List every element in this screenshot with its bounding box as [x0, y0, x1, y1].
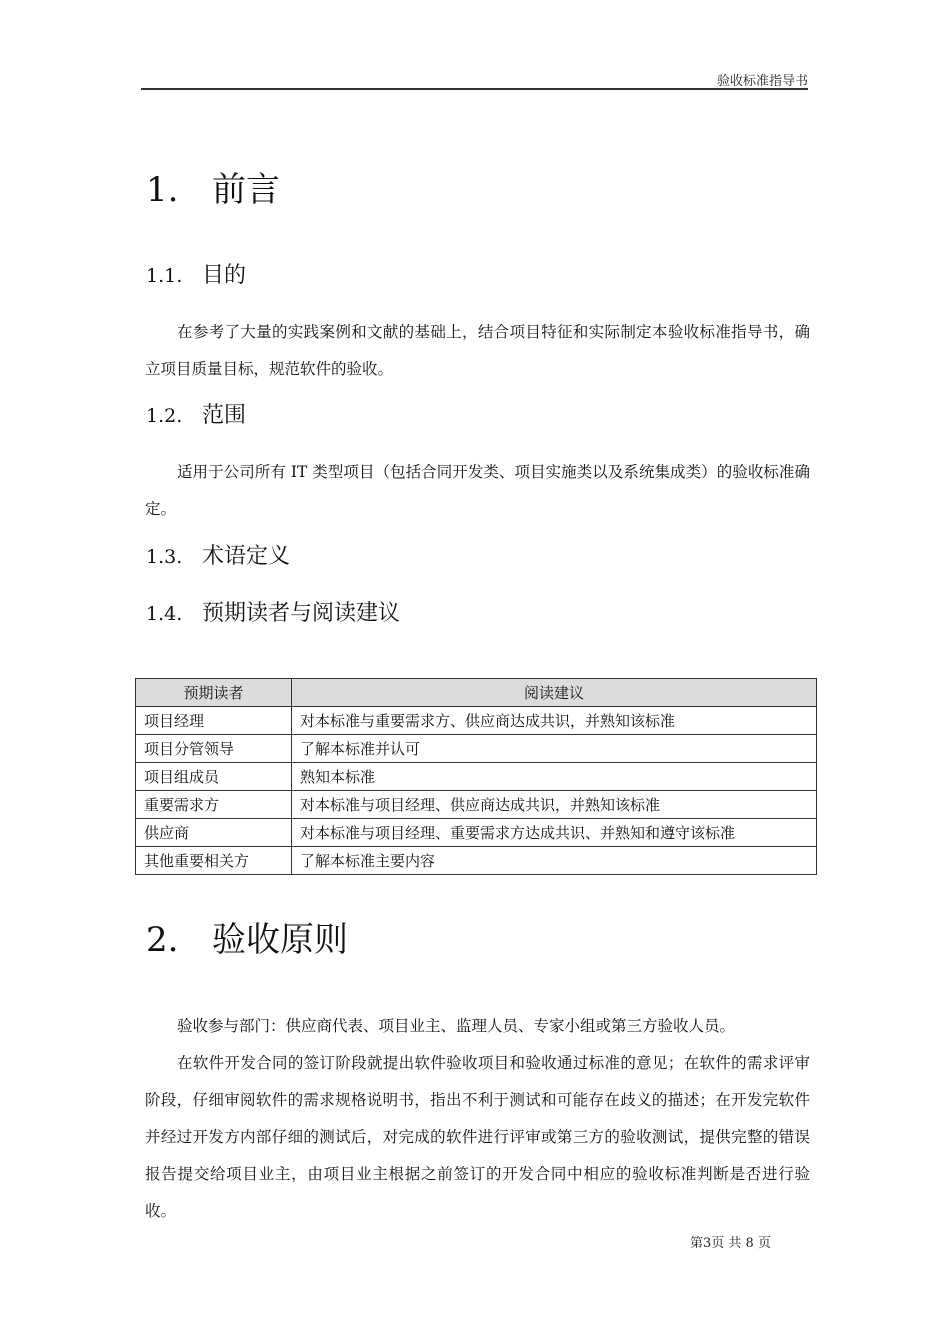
principle-paragraph-2: 在软件开发合同的签订阶段就提出软件验收项目和验收通过标准的意见；在软件的需求评审阶段，仔细审阅软件的需求规格说明书，指出不利于测试和可能存在歧义的描述；在开发完软件并经过开发方内部仔细的测试后，对完成的软件进行评审或第三方的验收测试，提供完整的错误报告提交给项目业主，由项目业主根据之前签订的开发合同中相应的验收标准判断是否进行验收。 [145, 1054, 810, 1220]
table-header-row [136, 679, 817, 707]
table-row [136, 847, 817, 875]
readers-table [135, 678, 817, 875]
section-1-1-heading [146, 262, 246, 290]
header-title: 验收标准指导书 [716, 74, 808, 89]
purpose-paragraph: 在参考了大量的实践案例和文献的基础上，结合项目特征和实际制定本验收标准指导书，确立项目质量目标，规范软件的验收。 [145, 323, 810, 378]
table-row [136, 707, 817, 735]
page-number: 第3页 共 8 页 [690, 1236, 771, 1251]
section-title: 验收原则 [212, 920, 348, 960]
header-rule [141, 88, 808, 90]
column-header-reader: 预期读者 [136, 679, 292, 707]
section-1-4-heading [146, 600, 400, 628]
advice-cell: 了解本标准并认可 [292, 735, 817, 763]
section-number: 1. [146, 170, 179, 210]
section-title: 预期读者与阅读建议 [202, 601, 401, 626]
section-title: 前言 [212, 170, 280, 210]
section-number: 2. [146, 920, 179, 960]
section-1-3-heading [146, 543, 290, 571]
table-row [136, 819, 817, 847]
advice-cell: 了解本标准主要内容 [292, 847, 817, 875]
column-header-advice: 阅读建议 [292, 679, 817, 707]
reader-cell: 项目分管领导 [136, 735, 292, 763]
section-1-2-heading [146, 402, 246, 430]
section-title: 范围 [202, 403, 247, 428]
section-number: 1.1. [146, 265, 183, 287]
reader-cell: 项目组成员 [136, 763, 292, 791]
section-number: 1.3. [146, 546, 183, 568]
table-row [136, 735, 817, 763]
advice-cell: 熟知本标准 [292, 763, 817, 791]
scope-paragraph: 适用于公司所有 IT 类型项目（包括合同开发类、项目实施类以及系统集成类）的验收标准确定。 [145, 463, 810, 518]
table-row [136, 791, 817, 819]
advice-cell: 对本标准与项目经理、重要需求方达成共识、并熟知和遵守该标准 [292, 819, 817, 847]
section-title: 目的 [202, 263, 247, 288]
principle-paragraph-1: 验收参与部门：供应商代表、项目业主、监理人员、专家小组或第三方验收人员。 [177, 1017, 736, 1035]
advice-cell: 对本标准与项目经理、供应商达成共识，并熟知该标准 [292, 791, 817, 819]
reader-cell: 重要需求方 [136, 791, 292, 819]
reader-cell: 供应商 [136, 819, 292, 847]
reader-cell: 项目经理 [136, 707, 292, 735]
section-1-heading [146, 170, 280, 210]
table-row [136, 763, 817, 791]
section-2-heading [146, 920, 348, 960]
section-number: 1.2. [146, 405, 183, 427]
reader-cell: 其他重要相关方 [136, 847, 292, 875]
section-title: 术语定义 [202, 544, 291, 569]
advice-cell: 对本标准与重要需求方、供应商达成共识，并熟知该标准 [292, 707, 817, 735]
section-number: 1.4. [146, 603, 183, 625]
